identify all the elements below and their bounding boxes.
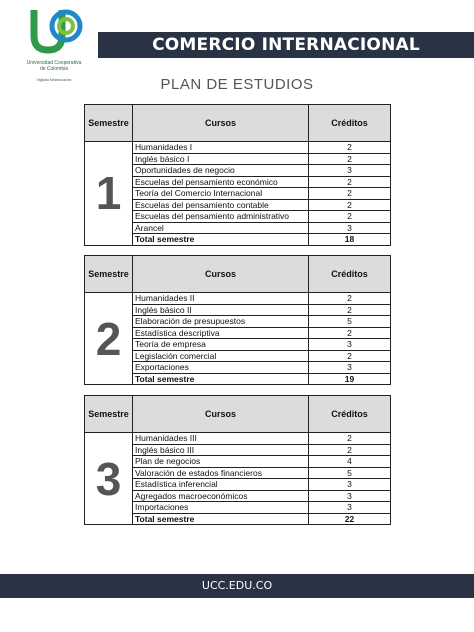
course-credits: 3 — [309, 222, 391, 234]
course-name: Escuelas del pensamiento contable — [133, 199, 309, 211]
semester-number: 1 — [85, 142, 133, 246]
course-name: Humanidades III — [133, 433, 309, 445]
course-credits: 5 — [309, 316, 391, 328]
total-label: Total semestre — [133, 513, 309, 525]
course-credits: 2 — [309, 176, 391, 188]
curriculum-table — [84, 104, 391, 246]
logo-tagline: Vigilada Mineducación — [36, 78, 72, 82]
course-name: Humanidades I — [133, 142, 309, 154]
course-credits: 2 — [309, 199, 391, 211]
table-header-row — [85, 256, 391, 293]
course-credits: 3 — [309, 479, 391, 491]
course-credits: 2 — [309, 153, 391, 165]
semester-header: Semestre — [85, 396, 133, 433]
semester-table-3 — [84, 395, 390, 525]
course-name: Plan de negocios — [133, 456, 309, 468]
course-name: Humanidades II — [133, 293, 309, 305]
total-credits: 18 — [309, 234, 391, 246]
semester-table-1 — [84, 104, 390, 246]
credits-header: Créditos — [309, 396, 391, 433]
university-logo — [14, 6, 94, 86]
program-title-banner: COMERCIO INTERNACIONAL — [98, 32, 474, 58]
credits-header: Créditos — [309, 105, 391, 142]
course-name: Inglés básico I — [133, 153, 309, 165]
course-name: Inglés básico II — [133, 304, 309, 316]
course-credits: 3 — [309, 362, 391, 374]
course-name: Importaciones — [133, 502, 309, 514]
course-credits: 2 — [309, 444, 391, 456]
courses-header: Cursos — [133, 105, 309, 142]
course-credits: 2 — [309, 350, 391, 362]
table-row — [85, 293, 391, 305]
course-name: Exportaciones — [133, 362, 309, 374]
curriculum-table — [84, 395, 391, 525]
course-credits: 2 — [309, 211, 391, 223]
course-name: Estadística inferencial — [133, 479, 309, 491]
course-credits: 4 — [309, 456, 391, 468]
semester-number: 3 — [85, 433, 133, 525]
course-credits: 3 — [309, 165, 391, 177]
total-credits: 22 — [309, 513, 391, 525]
course-name: Elaboración de presupuestos — [133, 316, 309, 328]
courses-header: Cursos — [133, 396, 309, 433]
course-name: Legislación comercial — [133, 350, 309, 362]
course-name: Inglés básico III — [133, 444, 309, 456]
table-header-row — [85, 396, 391, 433]
table-header-row — [85, 105, 391, 142]
footer-url[interactable]: UCC.EDU.CO — [0, 574, 474, 598]
course-credits: 5 — [309, 467, 391, 479]
course-name: Agregados macroeconómicos — [133, 490, 309, 502]
course-name: Valoración de estados financieros — [133, 467, 309, 479]
course-name: Escuelas del pensamiento económico — [133, 176, 309, 188]
semester-header: Semestre — [85, 256, 133, 293]
curriculum-table — [84, 255, 391, 385]
course-credits: 3 — [309, 502, 391, 514]
table-row — [85, 142, 391, 154]
course-name: Teoría del Comercio Internacional — [133, 188, 309, 200]
total-credits: 19 — [309, 373, 391, 385]
semester-number: 2 — [85, 293, 133, 385]
page-subtitle: PLAN DE ESTUDIOS — [160, 76, 314, 93]
semester-table-2 — [84, 255, 390, 385]
course-credits: 3 — [309, 339, 391, 351]
logo-name: Universidad Cooperativa de Colombia — [26, 60, 82, 72]
course-credits: 2 — [309, 142, 391, 154]
total-label: Total semestre — [133, 234, 309, 246]
course-credits: 2 — [309, 304, 391, 316]
course-name: Escuelas del pensamiento administrativo — [133, 211, 309, 223]
course-credits: 2 — [309, 327, 391, 339]
course-name: Arancel — [133, 222, 309, 234]
credits-header: Créditos — [309, 256, 391, 293]
course-credits: 2 — [309, 188, 391, 200]
course-credits: 2 — [309, 433, 391, 445]
courses-header: Cursos — [133, 256, 309, 293]
total-label: Total semestre — [133, 373, 309, 385]
semester-header: Semestre — [85, 105, 133, 142]
course-name: Teoría de empresa — [133, 339, 309, 351]
ucc-logo-icon — [28, 6, 84, 58]
course-credits: 3 — [309, 490, 391, 502]
course-credits: 2 — [309, 293, 391, 305]
course-name: Estadística descriptiva — [133, 327, 309, 339]
table-row — [85, 433, 391, 445]
course-name: Oportunidades de negocio — [133, 165, 309, 177]
